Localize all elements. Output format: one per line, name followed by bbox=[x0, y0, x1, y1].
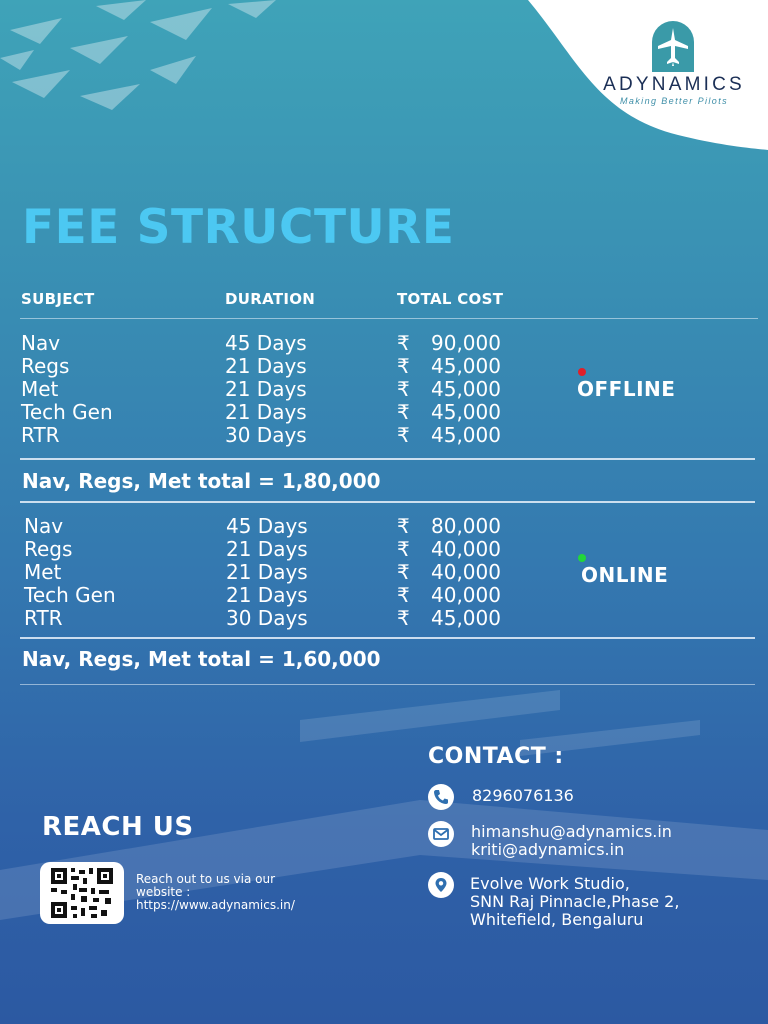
table-row-cost: ₹ 90,000 bbox=[397, 331, 501, 355]
reach-line: Reach out to us via our bbox=[136, 872, 276, 886]
header-total-cost: TOTAL COST bbox=[397, 290, 504, 308]
rupee-symbol: ₹ bbox=[397, 377, 410, 401]
contact-email[interactable]: kriti@adynamics.in bbox=[471, 840, 625, 859]
rupee-symbol: ₹ bbox=[397, 354, 410, 378]
qr-code[interactable] bbox=[40, 862, 124, 924]
table-row-subject: RTR bbox=[24, 606, 63, 630]
qr-code-icon bbox=[51, 868, 113, 918]
header-divider bbox=[20, 318, 758, 319]
online-label: ONLINE bbox=[581, 563, 669, 587]
online-cost-column bbox=[397, 515, 501, 630]
contact-address bbox=[470, 875, 679, 929]
offline-label: OFFLINE bbox=[577, 377, 676, 401]
table-row-cost: ₹ 40,000 bbox=[397, 560, 501, 584]
table-row-subject: Tech Gen bbox=[21, 400, 113, 424]
brand-tagline: Making Better Pilots bbox=[619, 96, 729, 106]
reach-us-heading: REACH US bbox=[42, 812, 194, 842]
table-row-duration: 21 Days bbox=[225, 354, 307, 378]
phone-icon bbox=[428, 784, 454, 810]
table-row-subject: Nav bbox=[24, 514, 64, 538]
offline-status-dot bbox=[578, 368, 586, 376]
table-row-duration: 21 Days bbox=[226, 537, 308, 561]
mail-icon bbox=[428, 821, 454, 847]
table-row-cost: ₹ 45,000 bbox=[397, 606, 501, 630]
table-row-cost: ₹ 40,000 bbox=[397, 583, 501, 607]
address-line: SNN Raj Pinnacle,Phase 2, bbox=[470, 892, 680, 911]
website-link[interactable]: https://www.adynamics.in/ bbox=[136, 898, 295, 912]
online-total: Nav, Regs, Met total = 1,60,000 bbox=[22, 647, 381, 671]
offline-duration-column bbox=[225, 332, 307, 447]
online-bottom-divider bbox=[20, 637, 755, 639]
table-row-duration: 45 Days bbox=[225, 331, 307, 355]
rupee-symbol: ₹ bbox=[397, 514, 410, 538]
brand-name: ADYNAMICS bbox=[603, 74, 745, 95]
paper-planes-decoration bbox=[0, 0, 300, 120]
table-row-duration: 21 Days bbox=[225, 400, 307, 424]
online-subject-column bbox=[24, 515, 116, 630]
reach-line: website : bbox=[136, 885, 191, 899]
offline-cost-column bbox=[397, 332, 501, 447]
table-row-duration: 30 Days bbox=[225, 423, 307, 447]
offline-subject-column bbox=[21, 332, 113, 447]
reach-us-text bbox=[136, 873, 336, 912]
online-status-dot bbox=[578, 554, 586, 562]
table-row-subject: RTR bbox=[21, 423, 60, 447]
online-divider bbox=[20, 501, 755, 503]
online-duration-column bbox=[226, 515, 308, 630]
rupee-symbol: ₹ bbox=[397, 560, 410, 584]
table-row-subject: Nav bbox=[21, 331, 61, 355]
table-row-duration: 21 Days bbox=[226, 583, 308, 607]
table-row-subject: Regs bbox=[24, 537, 73, 561]
table-row-cost: ₹ 45,000 bbox=[397, 400, 501, 424]
table-row-duration: 21 Days bbox=[226, 560, 308, 584]
rupee-symbol: ₹ bbox=[397, 400, 410, 424]
table-row-duration: 21 Days bbox=[225, 377, 307, 401]
table-row-duration: 45 Days bbox=[226, 514, 308, 538]
table-row-cost: ₹ 80,000 bbox=[397, 514, 501, 538]
contact-phone[interactable]: 8296076136 bbox=[472, 786, 574, 805]
table-row-duration: 30 Days bbox=[226, 606, 308, 630]
page-title: FEE STRUCTURE bbox=[22, 200, 455, 255]
rupee-symbol: ₹ bbox=[397, 537, 410, 561]
contact-email-list bbox=[471, 823, 672, 859]
header-duration: DURATION bbox=[225, 290, 316, 308]
table-row-subject: Regs bbox=[21, 354, 70, 378]
table-row-cost: ₹ 45,000 bbox=[397, 377, 501, 401]
header-subject: SUBJECT bbox=[21, 290, 95, 308]
offline-total: Nav, Regs, Met total = 1,80,000 bbox=[22, 469, 381, 493]
adynamics-logo-icon bbox=[648, 18, 698, 72]
contact-email[interactable]: himanshu@adynamics.in bbox=[471, 822, 672, 841]
table-row-cost: ₹ 40,000 bbox=[397, 537, 501, 561]
contact-heading: CONTACT : bbox=[428, 744, 564, 769]
table-row-cost: ₹ 45,000 bbox=[397, 354, 501, 378]
rupee-symbol: ₹ bbox=[397, 331, 410, 355]
offline-divider bbox=[20, 458, 755, 460]
location-pin-icon bbox=[428, 872, 454, 898]
rupee-symbol: ₹ bbox=[397, 423, 410, 447]
rupee-symbol: ₹ bbox=[397, 606, 410, 630]
rupee-symbol: ₹ bbox=[397, 583, 410, 607]
address-line: Evolve Work Studio, bbox=[470, 874, 630, 893]
table-row-cost: ₹ 45,000 bbox=[397, 423, 501, 447]
table-row-subject: Met bbox=[24, 560, 62, 584]
table-row-subject: Met bbox=[21, 377, 59, 401]
address-line: Whitefield, Bengaluru bbox=[470, 910, 644, 929]
table-row-subject: Tech Gen bbox=[24, 583, 116, 607]
